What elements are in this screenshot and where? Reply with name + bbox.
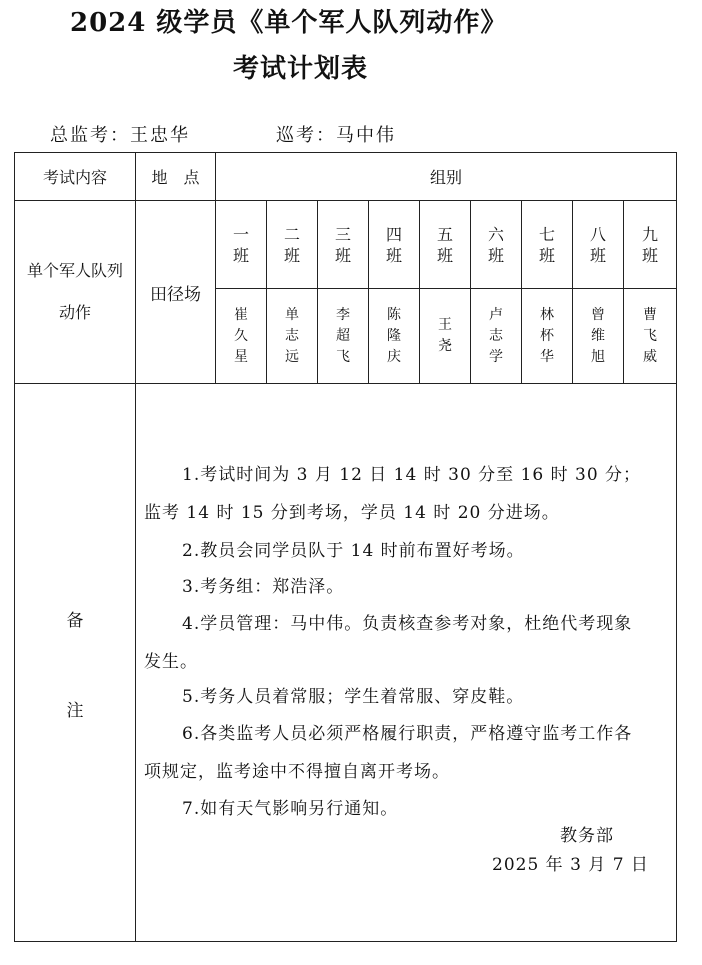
note-line-9: 项规定，监考途中不得擅自离开考场。 — [144, 762, 450, 782]
header-groups: 组别 — [216, 153, 677, 201]
teacher-8: 曾 维 旭 — [573, 289, 624, 384]
note-line-1: 1.考试时间为 3 月 12 日 14 时 30 分至 16 时 30 分； — [182, 465, 642, 485]
class-5: 五 班 — [420, 201, 471, 289]
header-location: 地 点 — [136, 153, 216, 201]
remarks-label-cell — [15, 384, 136, 942]
content-cell — [15, 201, 136, 384]
class-3: 三 班 — [318, 201, 369, 289]
location-cell: 田径场 — [136, 201, 216, 384]
teacher-6: 卢 志 学 — [471, 289, 522, 384]
note-line-3: 2.教员会同学员队于 14 时前布置好考场。 — [182, 541, 525, 561]
note-line-7: 5.考务人员着常服；学生着常服、穿皮鞋。 — [182, 687, 525, 707]
class-8: 八 班 — [573, 201, 624, 289]
note-line-8: 6.各类监考人员必须严格履行职责，严格遵守监考工作各 — [182, 724, 633, 744]
remarks-row — [15, 384, 677, 942]
content-line-2: 动作 — [58, 303, 91, 322]
class-7: 七 班 — [522, 201, 573, 289]
title-line-1: 2024 级学员《单个军人队列动作》 — [70, 8, 508, 38]
teacher-3: 李 超 飞 — [318, 289, 369, 384]
content-line-1: 单个军人队列 — [26, 261, 123, 280]
exam-plan-table — [14, 152, 677, 942]
class-6: 六 班 — [471, 201, 522, 289]
title-line-2: 考试计划表 — [233, 54, 369, 84]
note-line-4: 3.考务组：郑浩泽。 — [182, 577, 345, 597]
remarks-label-1: 备 — [66, 611, 84, 631]
remarks-label-2: 注 — [66, 701, 84, 721]
chief-proctor: 总监考：王忠华 — [50, 125, 190, 146]
signature-dept: 教务部 — [560, 826, 614, 846]
header-content: 考试内容 — [15, 153, 136, 201]
teacher-5: 王 尧 — [420, 289, 471, 384]
class-4: 四 班 — [369, 201, 420, 289]
note-line-6: 发生。 — [144, 652, 198, 672]
header-row — [15, 153, 677, 201]
class-9: 九 班 — [624, 201, 677, 289]
teacher-9: 曹 飞 威 — [624, 289, 677, 384]
patrol-proctor: 巡考：马中伟 — [276, 125, 396, 146]
note-line-10: 7.如有天气影响另行通知。 — [182, 799, 399, 819]
class-2: 二 班 — [267, 201, 318, 289]
teacher-7: 林 杯 华 — [522, 289, 573, 384]
class-1: 一 班 — [216, 201, 267, 289]
notes-block — [136, 384, 676, 941]
teacher-2: 单 志 远 — [267, 289, 318, 384]
signature-date: 2025 年 3 月 7 日 — [492, 855, 649, 875]
remarks-content-cell — [136, 384, 677, 942]
teacher-4: 陈 隆 庆 — [369, 289, 420, 384]
note-line-5: 4.学员管理：马中伟。负责核查参考对象，杜绝代考现象 — [182, 614, 633, 634]
note-line-2: 监考 14 时 15 分到考场，学员 14 时 20 分进场。 — [144, 503, 560, 523]
teacher-1: 崔 久 星 — [216, 289, 267, 384]
class-row — [15, 201, 677, 289]
